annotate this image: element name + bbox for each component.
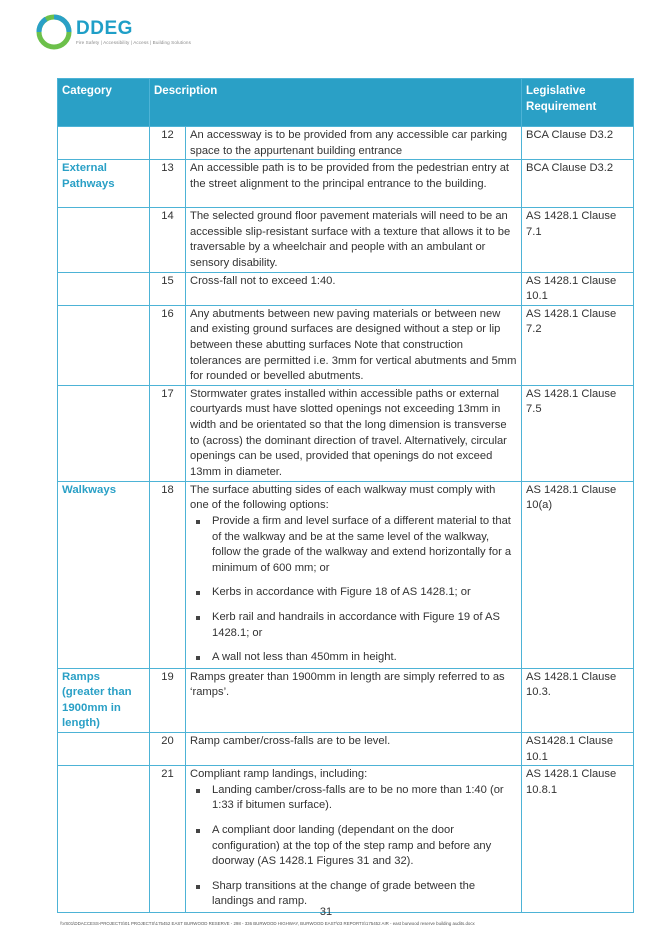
list-item: Sharp transitions at the change of grade between the landings and ramp.	[190, 879, 517, 910]
row-description-text: Compliant ramp landings, including:	[190, 768, 368, 781]
row-number: 20	[150, 733, 186, 766]
list-item: Kerb rail and handrails in accordance with Figure 19 of AS 1428.1; or	[190, 610, 517, 641]
category-cell-empty	[58, 766, 150, 913]
row-description: An accessible path is to be provided from the pedestrian entry at the street alignment to the principal entrance to the building.	[186, 160, 522, 208]
row-number: 13	[150, 160, 186, 208]
row-description	[186, 481, 522, 668]
list-item: A compliant door landing (dependant on the door configuration) at the top of the step ramp and before any doorway (AS 1428.1 Figures 31 and 32).	[190, 823, 517, 870]
row-description: Ramps greater than 1900mm in length are simply referred to as ‘ramps’.	[186, 668, 522, 732]
row-legislative: AS1428.1 Clause 10.1	[522, 733, 634, 766]
category-cell-empty	[58, 272, 150, 305]
row-legislative: AS 1428.1 Clause 10.1	[522, 272, 634, 305]
category-cell-empty	[58, 305, 150, 385]
category-ramps: Ramps (greater than 1900mm in length)	[58, 668, 150, 732]
category-walkways: Walkways	[58, 481, 150, 668]
list-item: Kerbs in accordance with Figure 18 of AS 1428.1; or	[190, 585, 517, 601]
row-number: 14	[150, 208, 186, 272]
header-description: Description	[150, 79, 522, 127]
table-row	[58, 481, 634, 668]
list-item: A wall not less than 450mm in height.	[190, 650, 517, 666]
category-cell-empty	[58, 127, 150, 160]
row-description	[186, 766, 522, 913]
table-row	[58, 733, 634, 766]
table-row	[58, 208, 634, 272]
logo-text	[76, 19, 191, 46]
category-cell-empty	[58, 385, 150, 481]
table-row	[58, 385, 634, 481]
row-legislative: AS 1428.1 Clause 10.8.1	[522, 766, 634, 913]
logo-name: DDEG	[76, 17, 133, 39]
table-row	[58, 305, 634, 385]
table-row	[58, 160, 634, 208]
table-row	[58, 766, 634, 913]
table-row	[58, 272, 634, 305]
row-number: 15	[150, 272, 186, 305]
row-legislative: AS 1428.1 Clause 7.2	[522, 305, 634, 385]
bullet-list	[190, 514, 517, 666]
ddeg-logo-icon	[36, 14, 72, 50]
row-legislative: AS 1428.1 Clause 10(a)	[522, 481, 634, 668]
row-legislative: AS 1428.1 Clause 7.5	[522, 385, 634, 481]
row-description: Stormwater grates installed within accessible paths or external courtyards must have slotted openings not exceeding 13mm in width and be orientated so that the long dimension is transverse to (across) the dominant direction of travel. Alternatively, circular openings can be used, provided that openings do not exceed 13mm in diameter.	[186, 385, 522, 481]
table-row	[58, 127, 634, 160]
table-row	[58, 668, 634, 732]
row-number: 17	[150, 385, 186, 481]
list-item: Provide a firm and level surface of a different material to that of the walkway and be at the same level of the walkway, follow the grade of the walkway and extend horizontally for a minimum of 600 mm; or	[190, 514, 517, 576]
row-number: 18	[150, 481, 186, 668]
row-number: 16	[150, 305, 186, 385]
file-path: \\VS01\DDACCESS-PROJECTS\01 PROJECTS\175452 EAST BURWOOD RESERVE - 298 - 336 BURWOOD HIGHWAY, BURWOOD EAST\03 REPORTS\175452 AIR - east burwood reserve building audits.docx	[60, 921, 475, 926]
page-header	[36, 12, 191, 52]
logo-tagline: Fire Safety | Accessibility | Access | Building Solutions	[76, 39, 191, 45]
row-legislative: BCA Clause D3.2	[522, 160, 634, 208]
header-category: Category	[58, 79, 150, 127]
row-number: 21	[150, 766, 186, 913]
requirements-table	[57, 78, 634, 913]
row-description: The selected ground floor pavement materials will need to be an accessible slip-resistant surface with a texture that allows it to be traversable by a wheelchair and people with an ambulant or sensory disability.	[186, 208, 522, 272]
category-external-pathways: External Pathways	[58, 160, 150, 208]
category-cell-empty	[58, 208, 150, 272]
table-header-row	[58, 79, 634, 127]
header-legislative: Legislative Requirement	[522, 79, 634, 127]
category-cell-empty	[58, 733, 150, 766]
row-number: 19	[150, 668, 186, 732]
bullet-list	[190, 783, 517, 910]
row-legislative: AS 1428.1 Clause 10.3.	[522, 668, 634, 732]
row-description: Cross-fall not to exceed 1:40.	[186, 272, 522, 305]
row-legislative: BCA Clause D3.2	[522, 127, 634, 160]
row-description: Ramp camber/cross-falls are to be level.	[186, 733, 522, 766]
row-description: An accessway is to be provided from any accessible car parking space to the appurtenant building entrance	[186, 127, 522, 160]
row-description: Any abutments between new paving materials or between new and existing ground surfaces are designed without a step or lip between these abutting surfaces Note that construction tolerances are permitted i.e. 3mm for vertical abutments and 5mm for rounded or bevelled abutments.	[186, 305, 522, 385]
list-item: Landing camber/cross-falls are to be no more than 1:40 (or 1:33 if bitumen surface).	[190, 783, 517, 814]
row-number: 12	[150, 127, 186, 160]
row-description-text: The surface abutting sides of each walkway must comply with one of the following options:	[190, 483, 496, 512]
page-number: 31	[319, 906, 333, 918]
row-legislative: AS 1428.1 Clause 7.1	[522, 208, 634, 272]
